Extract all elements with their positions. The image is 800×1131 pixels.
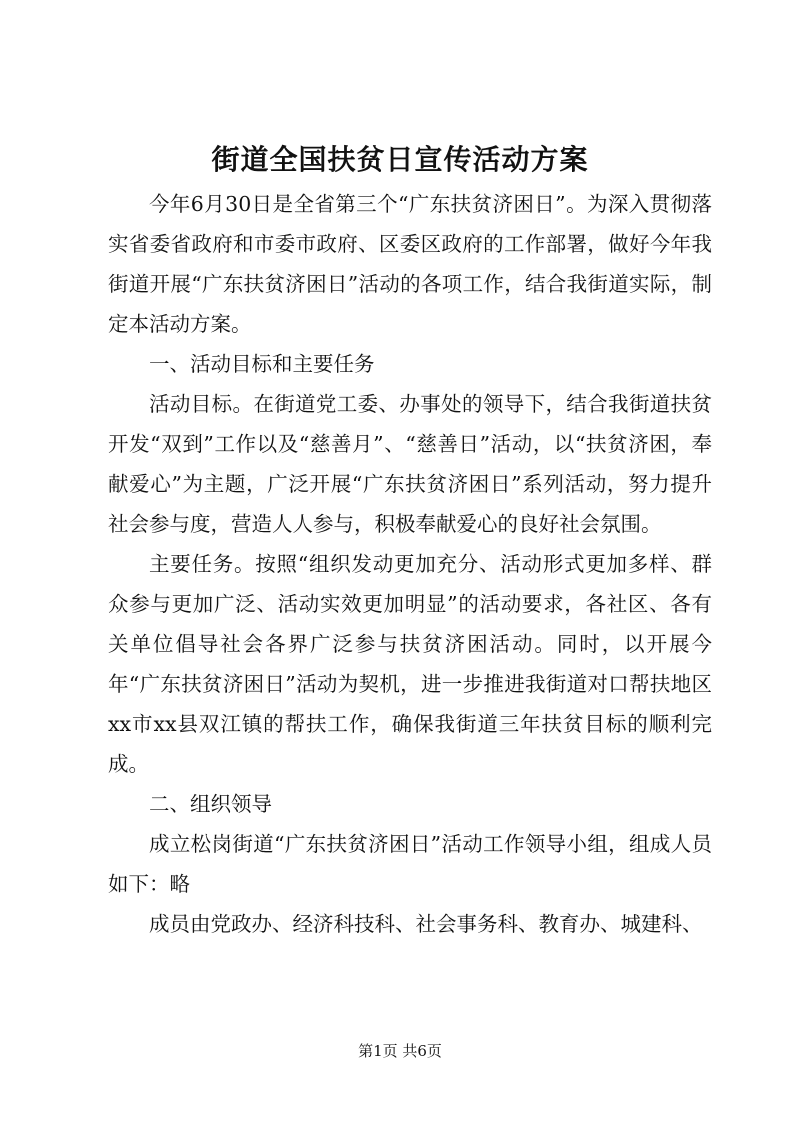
paragraph-leading-group: 成立松岗街道“广东扶贫济困日”活动工作领导小组，组成人员如下：略 (108, 832, 712, 896)
page-footer: 第1页 共6页 (358, 1042, 442, 1060)
paragraph-activity-goal: 活动目标。在街道党工委、办事处的领导下，结合我街道扶贫开发“双到”工作以及“慈善月”、“慈善日”活动，以“扶贫济困，奉献爱心”为主题，广泛开展“广东扶贫济困日”系列活动，努力提升社会参与度，营造人人参与，积极奉献爱心的良好社会氛围。 (108, 392, 712, 536)
document-body (108, 184, 712, 944)
section-heading-goals: 一、活动目标和主要任务 (149, 352, 375, 376)
section-heading-leadership: 二、组织领导 (149, 792, 272, 816)
paragraph-intro: 今年6月30日是全省第三个“广东扶贫济困日”。为深入贯彻落实省委省政府和市委市政府、区委区政府的工作部署，做好今年我街道开展“广东扶贫济困日”活动的各项工作，结合我街道实际，制定本活动方案。 (108, 192, 712, 336)
paragraph-main-tasks: 主要任务。按照“组织发动更加充分、活动形式更加多样、群众参与更加广泛、活动实效更加明显”的活动要求，各社区、各有关单位倡导社会各界广泛参与扶贫济困活动。同时，以开展今年“广东扶贫济困日”活动为契机，进一步推进我街道对口帮扶地区xx市xx县双江镇的帮扶工作，确保我街道三年扶贫目标的顺利完成。 (108, 552, 712, 776)
document-title: 街道全国扶贫日宣传活动方案 (211, 143, 589, 176)
paragraph-members: 成员由党政办、经济科技科、社会事务科、教育办、城建科、 (149, 912, 703, 936)
